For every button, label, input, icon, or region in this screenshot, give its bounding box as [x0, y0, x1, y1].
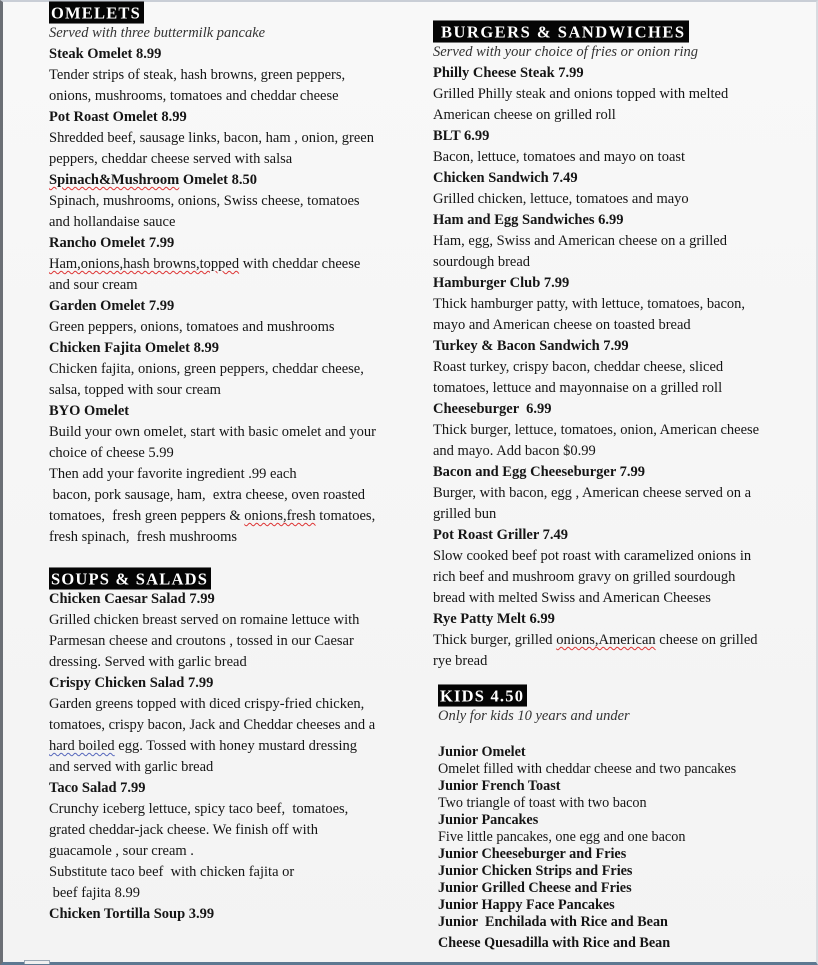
menu-item-desc: Garden greens topped with diced crispy-fried chicken, [49, 696, 365, 712]
soups-salads-section [49, 568, 399, 925]
menu-item-title: Hamburger Club 7.99 [433, 275, 570, 291]
menu-item-title: Chicken Caesar Salad 7.99 [49, 591, 215, 607]
menu-item-title: Ham and Egg Sandwiches 6.99 [433, 212, 624, 228]
menu-item-desc: Tender strips of steak, hash browns, green peppers, [49, 67, 346, 83]
desc-part: cheese on grilled [655, 632, 758, 648]
menu-item-desc: Then add your favorite ingredient .99 each [49, 466, 297, 482]
menu-item-desc: Burger, with bacon, egg , American cheese served on a [433, 485, 752, 501]
menu-item-title: Junior Omelet [438, 744, 526, 760]
menu-item-desc: dressing. Served with garlic bread [49, 654, 247, 670]
menu-item-desc: bread with melted Swiss and American Cheeses [433, 590, 711, 606]
menu-item-desc: beef fajita 8.99 [49, 885, 140, 901]
menu-item-desc: and hollandaise sauce [49, 214, 176, 230]
omelets-section [49, 2, 399, 548]
menu-item-desc [49, 254, 399, 275]
menu-item-desc: rich beef and mushroom gravy on grilled sourdough [433, 569, 736, 585]
menu-item-desc: Grilled chicken breast served on romaine lettuce with [49, 612, 360, 628]
desc-rest: egg. Tossed with honey mustard dressing [114, 738, 358, 754]
menu-item-desc: Slow cooked beef pot roast with caramelized onions in [433, 548, 752, 564]
section-header-omelets: OMELETS [49, 1, 144, 23]
menu-item-desc: mayo and American cheese on toasted bread [433, 317, 691, 333]
menu-item-title: Junior French Toast [438, 778, 561, 794]
menu-item-title: Chicken Sandwich 7.49 [433, 170, 578, 186]
menu-item-desc: Bacon, lettuce, tomatoes and mayo on toast [433, 149, 686, 165]
spellcheck-word: onions,fresh [244, 508, 316, 524]
menu-item-desc: Roast turkey, crispy bacon, cheddar cheese, sliced [433, 359, 724, 375]
desc-part: tomatoes, [315, 508, 376, 524]
menu-item-title: Rancho Omelet 7.99 [49, 235, 175, 251]
burgers-sandwiches-section [433, 21, 783, 672]
menu-item-desc: rye bread [433, 653, 488, 669]
menu-item-title: Turkey & Bacon Sandwich 7.99 [433, 338, 629, 354]
menu-item-title: Junior Enchilada with Rice and Bean [438, 914, 668, 930]
menu-item-desc: and served with garlic bread [49, 759, 214, 775]
menu-item-desc: choice of cheese 5.99 [49, 445, 174, 461]
menu-item-title: Junior Cheeseburger and Fries [438, 846, 627, 862]
menu-item-title: Junior Chicken Strips and Fries [438, 863, 633, 879]
section-header-burgers-sandwiches: BURGERS & SANDWICHES [433, 20, 689, 42]
menu-item-desc: Thick burger, lettuce, tomatoes, onion, American cheese [433, 422, 760, 438]
menu-item-title: Rye Patty Melt 6.99 [433, 611, 555, 627]
menu-item-desc: and sour cream [49, 277, 138, 293]
menu-item-desc: Five little pancakes, one egg and one bacon [438, 829, 686, 845]
spellcheck-word: onions,American [556, 632, 656, 648]
menu-item-desc: bacon, pork sausage, ham, extra cheese, oven roasted [49, 487, 366, 503]
menu-item-desc: guacamole , sour cream . [49, 843, 194, 859]
menu-item-desc [49, 736, 399, 757]
menu-item-title: Pot Roast Omelet 8.99 [49, 109, 187, 125]
menu-item-title: Steak Omelet 8.99 [49, 46, 162, 62]
menu-item-desc: Chicken fajita, onions, green peppers, cheddar cheese, [49, 361, 364, 377]
menu-item-desc: Spinach, mushrooms, onions, Swiss cheese, tomatoes [49, 193, 360, 209]
menu-item-desc [49, 506, 399, 527]
menu-item-title: Chicken Fajita Omelet 8.99 [49, 340, 219, 356]
menu-item-title [49, 170, 399, 191]
menu-item-title: Philly Cheese Steak 7.99 [433, 65, 584, 81]
menu-item-desc: onions, mushrooms, tomatoes and cheddar cheese [49, 88, 339, 104]
menu-item-desc: Grilled chicken, lettuce, tomatoes and mayo [433, 191, 689, 207]
page-tab-marker [24, 960, 50, 964]
section-header-kids: KIDS 4.50 [438, 684, 527, 706]
menu-item-desc: salsa, topped with sour cream [49, 382, 221, 398]
menu-item-desc: peppers, cheddar cheese served with salsa [49, 151, 293, 167]
desc-rest: with cheddar cheese [239, 256, 361, 272]
section-subtitle-burgers: Served with your choice of fries or onion ring [433, 44, 698, 60]
menu-item-desc: fresh spinach, fresh mushrooms [49, 529, 238, 545]
menu-item-desc [433, 630, 783, 651]
menu-item-title: Cheeseburger 6.99 [433, 401, 552, 417]
menu-item-title: Chicken Tortilla Soup 3.99 [49, 906, 215, 922]
desc-part: Thick burger, grilled [433, 632, 557, 648]
menu-item-title: BLT 6.99 [433, 128, 490, 144]
menu-item-desc: tomatoes, crispy bacon, Jack and Cheddar cheeses and a [49, 717, 376, 733]
menu-item-title: Junior Pancakes [438, 812, 539, 828]
right-column [433, 21, 783, 672]
menu-item-title: Cheese Quesadilla with Rice and Bean [438, 935, 671, 951]
title-rest: Omelet 8.50 [179, 172, 257, 188]
menu-item-desc: Build your own omelet, start with basic omelet and your [49, 424, 376, 440]
menu-item-desc: Shredded beef, sausage links, bacon, ham , onion, green [49, 130, 374, 146]
menu-item-desc: Omelet filled with cheddar cheese and two pancakes [438, 761, 737, 777]
menu-item-title: Junior Happy Face Pancakes [438, 897, 615, 913]
menu-item-desc: Crunchy iceberg lettuce, spicy taco beef, tomatoes, [49, 801, 349, 817]
menu-item-desc: American cheese on grilled roll [433, 107, 616, 123]
menu-item-desc: and mayo. Add bacon $0.99 [433, 443, 596, 459]
menu-item-title: Garden Omelet 7.99 [49, 298, 175, 314]
menu-item-desc: Green peppers, onions, tomatoes and mushrooms [49, 319, 335, 335]
desc-part: tomatoes, fresh green peppers & [49, 508, 245, 524]
grammar-check-word: hard boiled [49, 738, 115, 754]
menu-item-desc: Parmesan cheese and croutons , tossed in our Caesar [49, 633, 354, 649]
menu-item-title: Bacon and Egg Cheeseburger 7.99 [433, 464, 646, 480]
menu-item-desc: grilled bun [433, 506, 497, 522]
menu-item-title: Pot Roast Griller 7.49 [433, 527, 569, 543]
menu-item-desc: Ham, egg, Swiss and American cheese on a grilled [433, 233, 727, 249]
menu-item-title: Taco Salad 7.99 [49, 780, 146, 796]
section-header-soups-salads: SOUPS & SALADS [49, 567, 211, 589]
menu-item-desc: Substitute taco beef with chicken fajita or [49, 864, 295, 880]
menu-item-desc: grated cheddar-jack cheese. We finish off with [49, 822, 318, 838]
menu-item-desc: sourdough bread [433, 254, 531, 270]
menu-item-desc: Grilled Philly steak and onions topped with melted [433, 86, 729, 102]
section-subtitle-omelets: Served with three buttermilk pancake [49, 25, 266, 41]
spellcheck-word: Spinach&Mushroom [49, 172, 180, 188]
menu-item-desc: tomatoes, lettuce and mayonnaise on a grilled roll [433, 380, 723, 396]
menu-item-title: Crispy Chicken Salad 7.99 [49, 675, 214, 691]
spellcheck-words: Ham,onions,hash browns,topped [49, 256, 240, 272]
kids-section [438, 685, 788, 952]
menu-item-title: Junior Grilled Cheese and Fries [438, 880, 632, 896]
menu-item-desc: Two triangle of toast with two bacon [438, 795, 647, 811]
menu-item-title: BYO Omelet [49, 403, 130, 419]
menu-item-desc: Thick hamburger patty, with lettuce, tomatoes, bacon, [433, 296, 746, 312]
section-subtitle-kids: Only for kids 10 years and under [438, 708, 630, 724]
left-column [49, 2, 399, 925]
